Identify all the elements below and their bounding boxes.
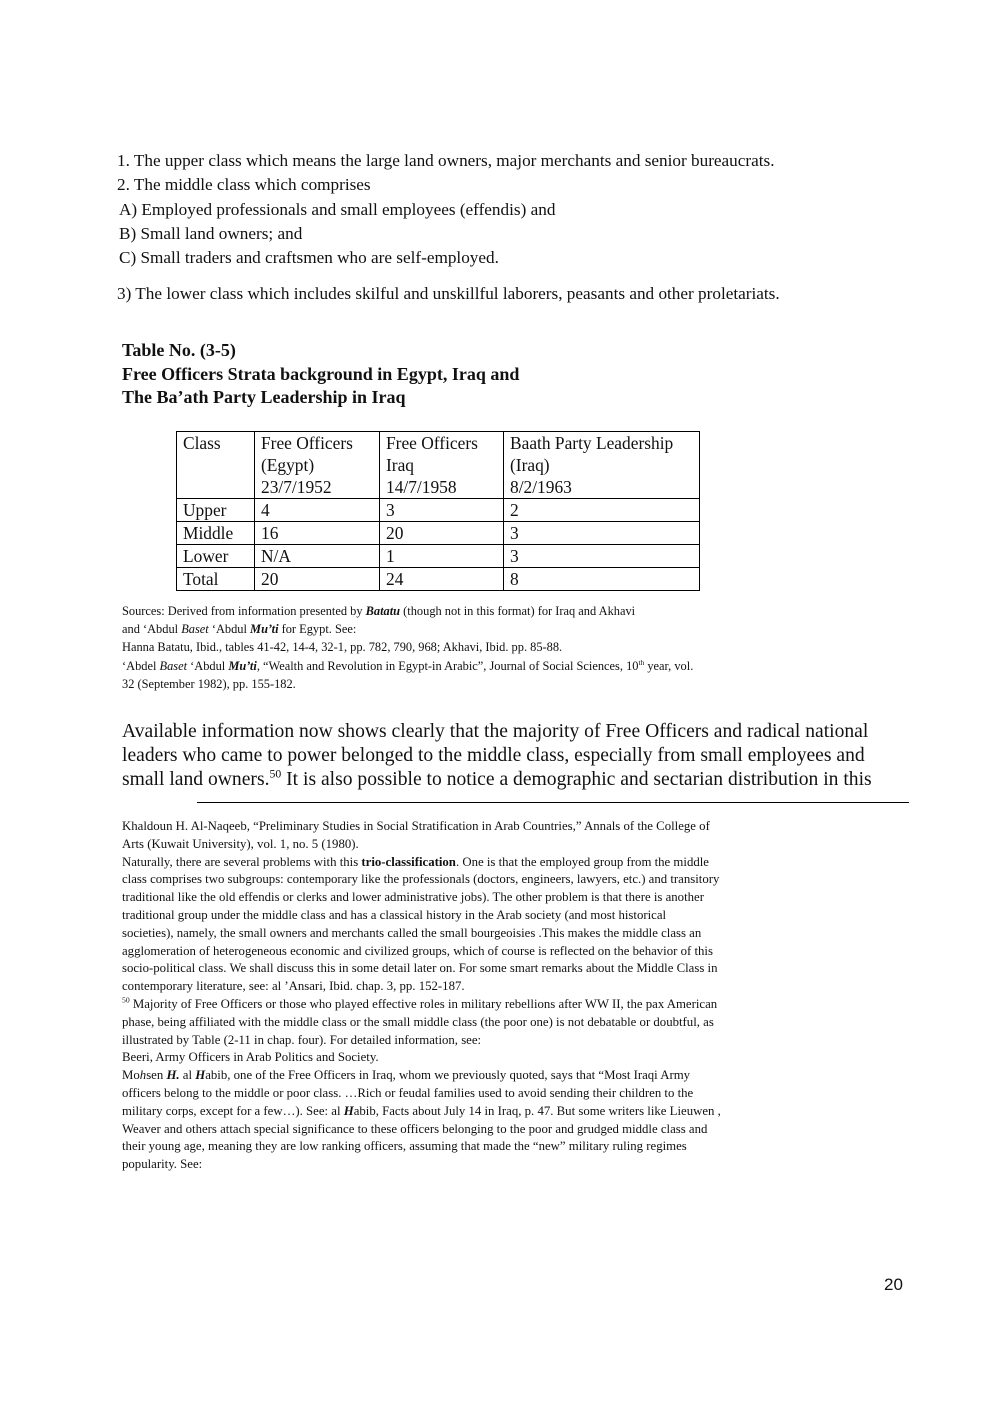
table-cell: 4: [255, 499, 380, 522]
footnote-line: Beeri, Army Officers in Arab Politics and Society.: [122, 1050, 379, 1065]
footnote-line: illustrated by Table (2-11 in chap. four). For detailed information, see:: [122, 1032, 482, 1047]
sources-line: ‘Abdel Baset ‘Abdul Mu’ti, “Wealth and Revolution in Egypt-in Arabic”, Journal of Social Sciences, 10th year, vol.: [122, 657, 694, 673]
sources-line: Hanna Batatu, Ibid., tables 41-42, 14-4, 32-1, pp. 782, 790, 968; Akhavi, Ibid. pp. 85-88.: [122, 640, 563, 655]
table-cell: 20: [255, 568, 380, 591]
table-row: [177, 545, 700, 568]
list-item-upper: 1. The upper class which means the large land owners, major merchants and senior bureaucrats.: [117, 151, 775, 170]
footnote-line: contemporary literature, see: al ’Ansari, Ibid. chap. 3, pp. 152-187.: [122, 979, 465, 994]
footnote-line: popularity. See:: [122, 1157, 203, 1172]
table-sources: [122, 602, 912, 693]
table-title: [122, 339, 1000, 410]
footnote-divider: [197, 802, 909, 803]
table-cell: Middle: [177, 522, 255, 545]
footnote-line: $^{50}$ Majority of Free Officers or those who played effective roles in military rebellions after WW II, the pax American: [122, 995, 718, 1011]
footnote-line: agglomeration of heterogeneous economic and civilized groups, which of course is reflected on the behavior of this: [122, 943, 713, 958]
table-cell: 3: [504, 522, 700, 545]
sources-line: 32 (September 1982), pp. 155-182.: [122, 676, 296, 691]
footnote-number: 50: [122, 995, 130, 1005]
footnote-line: traditional group under the middle class and has a classical history in the Arab society (and most historical: [122, 907, 667, 922]
table-cell: 1: [380, 545, 504, 568]
paragraph-line: small land owners.$^{50}$ It is also possible to notice a demographic and sectarian distribution in this: [122, 767, 872, 790]
strata-table: [176, 431, 700, 591]
header-cell-egypt: Free Officers (Egypt) 23/7/1952: [255, 432, 380, 499]
table-number: Table No. (3-5): [122, 340, 236, 360]
table-caption-line1: Free Officers Strata background in Egypt, Iraq and: [122, 363, 520, 384]
table-row: [177, 522, 700, 545]
table-cell: 3: [504, 545, 700, 568]
table-cell: Lower: [177, 545, 255, 568]
table-cell: 2: [504, 499, 700, 522]
list-item-lower: 3) The lower class which includes skilful and unskillful laborers, peasants and other proletariats.: [117, 284, 780, 304]
footnote-line: military corps, except for a few…). See: al Habib, Facts about July 14 in Iraq, p. 47. But some writers like Lieuwen ,: [122, 1103, 721, 1118]
footnote-reference: 50: [269, 767, 282, 781]
footnote-line: Weaver and others attach special significance to these officers belonging to the poor and grudged middle class and: [122, 1121, 708, 1136]
footnote-line: Khaldoun H. Al-Naqeeb, “Preliminary Studies in Social Stratification in Arab Countries,” Annals of the College of: [122, 819, 710, 833]
table-cell: 24: [380, 568, 504, 591]
list-subitem-c: C) Small traders and craftsmen who are self-employed.: [119, 248, 499, 268]
footnote-line: class comprises two subgroups: contemporary like the professionals (doctors, engineers, lawyers, etc.) and transitory: [122, 872, 720, 887]
footnote-line: socio-political class. We shall discuss this in some detail later on. For some smart remarks about the Middle Class in: [122, 961, 718, 976]
footnote-line: Mohsen H. al Habib, one of the Free Officers in Iraq, whom we previously quoted, says that “Most Iraqi Army: [122, 1068, 691, 1083]
footnote-line: Arts (Kuwait University), vol. 1, no. 5 (1980).: [122, 836, 359, 851]
table-caption-line2: The Ba’ath Party Leadership in Iraq: [122, 387, 406, 407]
table-row: [177, 568, 700, 591]
footnote-line: traditional like the old effendis or clerks and lower administrative jobs). The other problem is that there is another: [122, 890, 704, 905]
footnote-line: officers belong to the middle or poor class. …Rich or feudal families used to avoid sending their children to the: [122, 1085, 694, 1100]
sources-line: Sources: Derived from information presented by Batatu (though not in this format) for Iraq and Akhavi: [122, 604, 636, 618]
footnote-line: societies), namely, the small owners and merchants called the small bourgeoisies .This makes the middle class an: [122, 925, 702, 940]
footnote-line: phase, being affiliated with the middle class or the small middle class (the poor one) is not debatable or doubtful, as: [122, 1014, 714, 1029]
page-number: 20: [884, 1275, 903, 1294]
footnote-line: Naturally, there are several problems with this trio-classification. One is that the employed group from the middle: [122, 854, 709, 869]
footnotes: [122, 818, 912, 1174]
table-cell: Total: [177, 568, 255, 591]
list-item-middle: 2. The middle class which comprises: [117, 175, 371, 195]
table-cell: N/A: [255, 545, 380, 568]
class-list: [117, 149, 907, 307]
header-cell-baath: Baath Party Leadership (Iraq) 8/2/1963: [504, 432, 700, 499]
table-cell: 20: [380, 522, 504, 545]
paragraph-line: Available information now shows clearly that the majority of Free Officers and radical national: [122, 721, 869, 742]
list-subitem-a: A) Employed professionals and small employees (effendis) and: [119, 199, 556, 219]
table-cell: 3: [380, 499, 504, 522]
footnote-line: their young age, meaning they are low ranking officers, assuming that made the “new” military ruling regimes: [122, 1139, 687, 1154]
table-cell: 16: [255, 522, 380, 545]
table-header-row: [177, 432, 700, 499]
table-row: [177, 499, 700, 522]
body-paragraph: [122, 720, 912, 792]
sources-line: and ‘Abdul Baset ‘Abdul Mu’ti for Egypt. See:: [122, 622, 357, 637]
table-cell: 8: [504, 568, 700, 591]
paragraph-line: leaders who came to power belonged to the middle class, especially from small employees and: [122, 745, 865, 766]
list-subitem-b: B) Small land owners; and: [119, 223, 303, 243]
table-cell: Upper: [177, 499, 255, 522]
header-cell-class: Class: [177, 432, 255, 499]
header-cell-iraq: Free Officers Iraq 14/7/1958: [380, 432, 504, 499]
